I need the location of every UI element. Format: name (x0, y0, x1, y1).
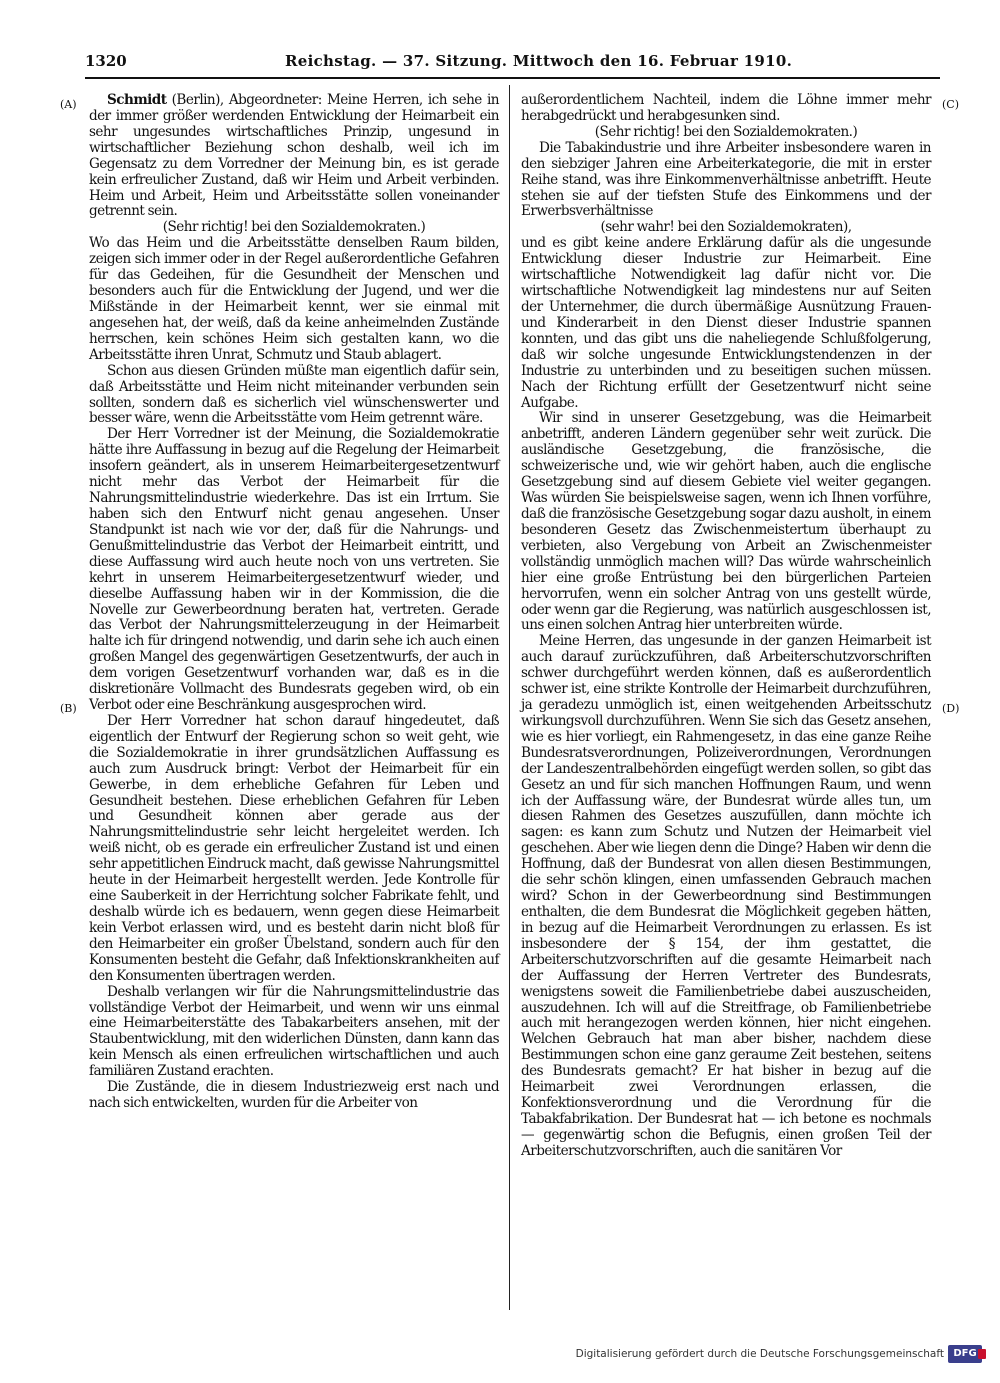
paragraph: und es gibt keine andere Erklärung dafür als die ungesunde Entwicklung dieser Industrie zur Heimarbeit. Eine wirtschaftliche Notwendigkeit lag dafür nicht vor. Die wirtschaftliche Notwendigkeit lag mindestens nur auf Seiten der Unternehmer, die durch übermäßige Ausnützung Frauen- und Kinderarbeit in den Dienst dieser Industrie spannen konnten, und das gibt uns die naheliegende Schlußfolgerung, daß wir solche ungesunde Entwicklungstendenzen in der Industrie zu unterbinden und zu beseitigen suchen müssen. Nach der Richtung erfüllt der Gesetzentwurf nicht seine Aufgabe. (521, 235, 931, 411)
column-divider (509, 85, 510, 1310)
funding-note: Digitalisierung gefördert durch die Deutsche Forschungsgemeinschaft (575, 1348, 944, 1360)
margin-marker-b: (B) (60, 702, 77, 715)
right-column (521, 93, 931, 1160)
dfg-logo: DFG (948, 1345, 982, 1363)
running-title: Reichstag. — 37. Sitzung. Mittwoch den 16. Februar 1910. (285, 52, 793, 70)
paragraph-text: (Berlin), Abgeordneter: Meine Herren, ich sehe in der immer größer werdenden Entwicklung der Heimarbeit ein sehr ungesundes wirtschaftliches Prinzip, ungesund in wirtschaftlicher Beziehung schon deshalb, weil ich im Gegensatz zu dem Vorredner der Meinung bin, es ist gerade kein erfreulicher Zustand, daß wir Heim und Arbeit verbinden. Heim und Arbeit, Heim und Arbeitsstätte sollen voneinander getrennt sein. (89, 92, 499, 220)
margin-marker-c: (C) (942, 98, 959, 111)
paragraph: Meine Herren, das ungesunde in der ganzen Heimarbeit ist auch darauf zurückzuführen, daß Arbeiterschutzvorschriften schwer durchgeführt werden können, daß es außerordentlich schwer ist, eine strikte Kontrolle der Heimarbeit durchzuführen, ja geradezu unmöglich ist, einen weitgehenden Arbeitsschutz wirkungsvoll durchzuführen. Wenn Sie sich das Gesetz ansehen, wie es hier vorliegt, ein Rahmengesetz, in das eine ganze Reihe Bundesratsverordnungen, Polizeiverordnungen, Verordnungen der Landeszentralbehörden eingefügt werden sollen, so gibt das Gesetz an und für sich manchen Hoffnungen Raum, und wenn ich der Auffassung wäre, der Bundesrat würde alles tun, um diesen Rahmen des Gesetzes auszufüllen, dann möchte ich sagen: es kann zum Schutz und Nutzen der Heimarbeit viel geschehen. Aber wie liegen denn die Dinge? Haben wir denn die Hoffnung, daß der Bundesrat von allen diesen Bestimmungen, die sehr schön klingen, einen umfassenden Gebrauch machen wird? Schon in der Gewerbeordnung sind Bestimmungen enthalten, die dem Bundesrat die Möglichkeit gegeben hätten, in bezug auf die Heimarbeit Verordnungen zu erlassen. Es ist insbesondere der § 154, der ihm gestattet, die Arbeiterschutzvorschriften auf die gesamte Heimarbeit nach der Auffassung der Herren Vertreter des Bundesrats, wenigstens soweit die Familienbetriebe dabei auszuscheiden, auszudehnen. Ich will auf die Streitfrage, ob Familienbetriebe auch mit herangezogen werden können, hier nicht eingehen. Welchen Gebrauch hat man aber bisher, nachdem diese Bestimmungen schon eine ganz geraume Zeit bestehen, seitens des Bundesrats gemacht? Er hat bisher in bezug auf die Heimarbeit zwei Verordnungen erlassen, die Konfektionsverordnung und die Verordnung für die Tabakfabrikation. Der Bundesrat hat — ich betone es nochmals — gegenwärtig schon die Befugnis, einen großen Teil der Arbeiterschutzvorschriften, auch die sanitären Vor (521, 633, 931, 1159)
speaker-name: Schmidt (107, 92, 167, 108)
interjection: (sehr wahr! bei den Sozialdemokraten), (600, 219, 852, 236)
page-header (85, 50, 940, 76)
paragraph: Der Herr Vorredner ist der Meinung, die Sozialdemokratie hätte ihre Auffassung in bezug auf die Regelung der Heimarbeit insofern geändert, als in unserem Heimarbeitergesetzentwurf nicht mehr das Verbot der Heimarbeit für die Nahrungsmittelindustrie wiederkehre. Das ist ein Irrtum. Sie haben sich den Entwurf nicht genau angesehen. Unser Standpunkt ist nach wie vor der, daß für die Nahrungs- und Genußmittelindustrie das Verbot der Heimarbeit eintritt, und diese Auffassung wird auch heute noch von uns vertreten. Sie kehrt in unserem Heimarbeitergesetzentwurf wieder, und dieselbe Auffassung haben wir in der Kommission, die die Novelle zur Gewerbeordnung beraten hat, vertreten. Gerade das Verbot der Nahrungsmittelerzeugung in der Heimarbeit halte ich für dringend notwendig, und darin sehe ich auch einen großen Mangel des gegenwärtigen Gesetzentwurfs, der auch in dem vorigen Gesetzentwurf vorhanden war, daß es in die diskretionäre Vollmacht des Bundesrats gegeben wird, ob ein Verbot oder eine Beschränkung ausgesprochen wird. (89, 426, 499, 714)
interjection: (Sehr richtig! bei den Sozialdemokraten.) (594, 123, 858, 140)
paragraph: Der Herr Vorredner hat schon darauf hingedeutet, daß eigentlich der Entwurf der Regierung schon so weit geht, wie die Sozialdemokratie in ihrer grundsätzlichen Auffassung es auch zum Ausdruck bringt: Verbot der Heimarbeit für ein Gewerbe, in dem erhebliche Gefahren für Leben und Gesundheit bestehen. Diese erheblichen Gefahren für Leben und Gesundheit können aber gerade aus der Nahrungsmittelindustrie sehr leicht hergeleitet werden. Ich weiß nicht, ob es gerade ein erfreulicher Zustand ist und einen sehr appetitlichen Eindruck macht, daß gewisse Nahrungsmittel heute in der Heimarbeit hergestellt werden. Jede Kontrolle für eine Sauberkeit in der Herrichtung solcher Fabrikate fehlt, und deshalb würde ich es bedauern, wenn gegen diese Heimarbeit kein Verbot erlassen wird, und es besteht darin nicht bloß für den Heimarbeiter ein großer Übelstand, sondern auch für den Konsumenten besteht die Gefahr, daß Infektionskrankheiten auf den Konsumenten übertragen werden. (89, 712, 499, 984)
page-number: 1320 (85, 52, 127, 70)
paragraph: Die Zustände, die in diesem Industriezweig erst nach und nach sich entwickelten, wurden für die Arbeiter von (89, 1079, 499, 1112)
footer (575, 1340, 990, 1370)
paragraph: Die Tabakindustrie und ihre Arbeiter insbesondere waren in den siebziger Jahren eine Arbeiterkategorie, die mit in erster Reihe stand, was ihre Einkommenverhältnisse anbetrifft. Heute stehen sie auf der tiefsten Stufe des Einkommens und der Erwerbsverhältnisse (521, 139, 931, 220)
paragraph: Wo das Heim und die Arbeitsstätte denselben Raum bilden, zeigen sich immer oder in der Regel außerordentliche Gefahren für das Gedeihen, für die Gesundheit der Menschen und besonders auch für die Entwicklung der Jugend, und wer die Mißstände in der Heimarbeit kennt, wer sie einmal mit angesehen hat, der weiß, daß da keine anheimelnden Zustände herrschen, kein schönes Heim sich gestalten kann, wo die Arbeitsstätte ihren Unrat, Schmutz und Staub ablagert. (89, 235, 499, 363)
paragraph (89, 93, 499, 220)
interjection: (Sehr richtig! bei den Sozialdemokraten.) (162, 219, 426, 236)
paragraph: Schon aus diesen Gründen müßte man eigentlich dafür sein, daß Arbeitsstätte und Heim nicht miteinander verbunden sein sollten, sondern daß es sicherlich viel wünschenswerter und besser wäre, wenn die Arbeitsstätte vom Heim getrennt wäre. (89, 362, 499, 427)
margin-marker-d: (D) (942, 702, 960, 715)
paragraph: Deshalb verlangen wir für die Nahrungsmittelindustrie das vollständige Verbot der Heimarbeit, und wenn wir uns einmal eine Heimarbeiterstätte des Tabakarbeiters ansehen, mit der Staubentwicklung, mit den widerlichen Dünsten, dann kann das kein Mensch als einen erfreulichen wirtschaftlichen und auch familiären Zustand erachten. (89, 983, 499, 1080)
margin-marker-a: (A) (60, 98, 77, 111)
header-rule (85, 77, 940, 79)
paragraph: außerordentlichem Nachteil, indem die Löhne immer mehr herabgedrückt und herabgesunken sind. (521, 92, 931, 124)
left-column (89, 93, 499, 1112)
paragraph: Wir sind in unserer Gesetzgebung, was die Heimarbeit anbetrifft, anderen Ländern gegenüber sehr weit zurück. Die ausländische Gesetzgebung, die französische, die schweizerische und, wie wir gehört haben, auch die englische Gesetzgebung sind auf diesem Gebiete viel weiter gegangen. Was würden Sie beispielsweise sagen, wenn ich Ihnen vorführe, daß die französische Gesetzgebung sogar dazu ausholt, in einem besonderen Gesetz das Zwischenmeistertum überhaupt zu verbieten, also Vergebung von Arbeit an Zwischenmeister vollständig unmöglich machen will? Das würde wahrscheinlich hier eine große Entrüstung bei den bürgerlichen Parteien hervorrufen, wenn ein solcher Antrag von uns gestellt würde, oder wenn gar die Regierung, was natürlich ausgeschlossen ist, uns einen solchen Antrag hier unterbreiten würde. (521, 410, 931, 634)
